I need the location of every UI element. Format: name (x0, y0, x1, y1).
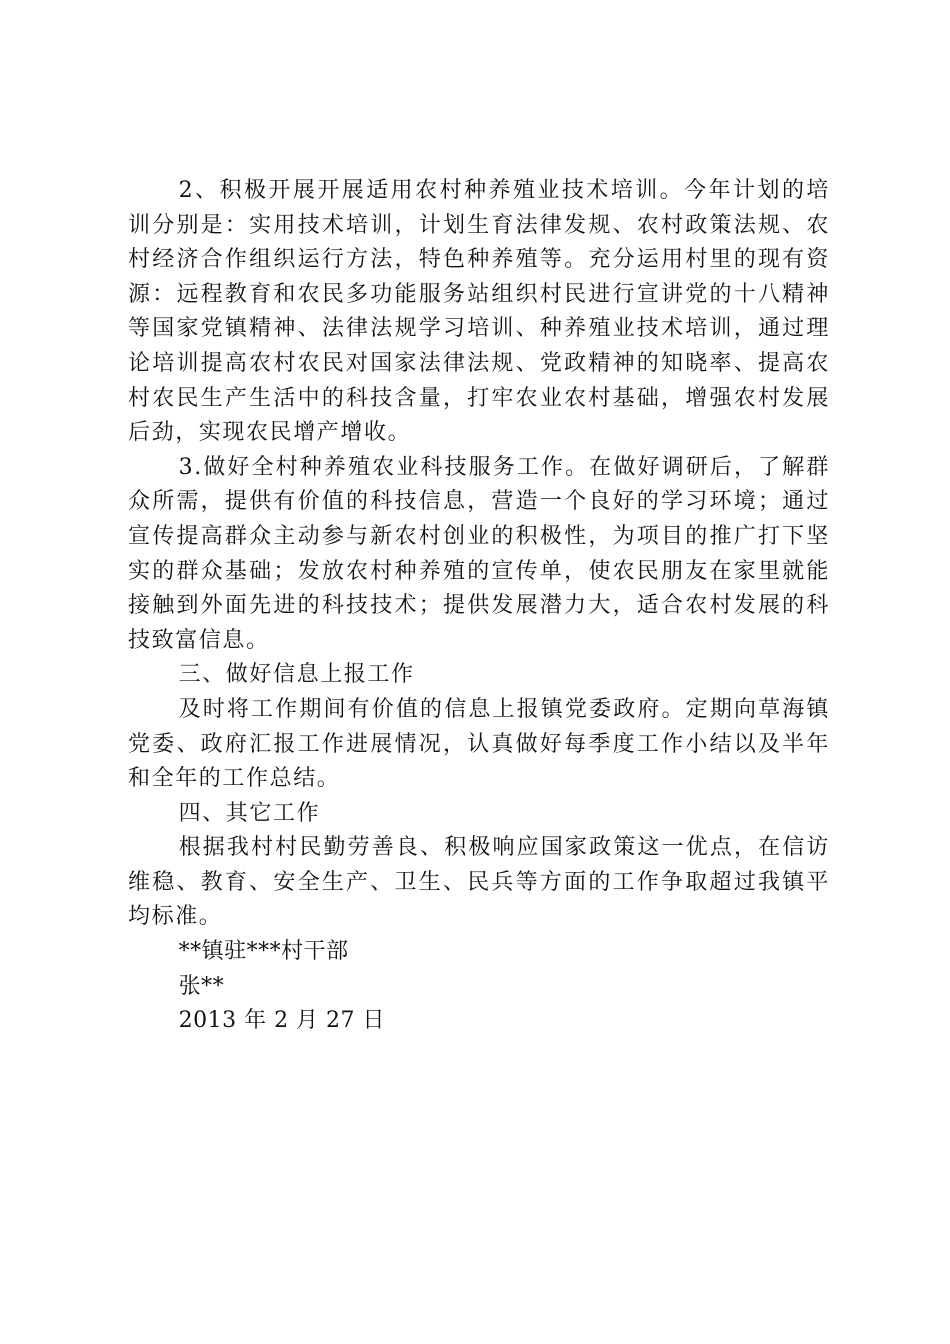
signature-org: **镇驻***村干部 (178, 939, 349, 965)
signature-date: 2013 年 2 月 27 日 (178, 1008, 386, 1034)
paragraph-other-work: 根据我村村民勤劳善良、积极响应国家政策这一优点，在信访维稳、教育、安全生产、卫生、民兵等方面的工作争取超过我镇平均标准。 (128, 835, 830, 930)
paragraph-tech-service: 3.做好全村种养殖农业科技服务工作。在做好调研后，了解群众所需，提供有价值的科技信息，营造一个良好的学习环境；通过宣传提高群众主动参与新农村创业的积极性，为项目的推广打下坚实的群众基础；发放农村种养殖的宣传单，使农民朋友在家里就能接触到外面先进的科技技术；提供发展潜力大，适合农村发展的科技致富信息。 (128, 454, 830, 653)
signature-name: 张** (178, 973, 225, 999)
section-heading-other-work: 四、其它工作 (178, 800, 321, 826)
document-body (128, 174, 830, 1039)
paragraph-info-report: 及时将工作期间有价值的信息上报镇党委政府。定期向草海镇党委、政府汇报工作进展情况，认真做好每季度工作小结以及半年和全年的工作总结。 (128, 696, 830, 792)
section-heading-info-report: 三、做好信息上报工作 (178, 662, 415, 688)
paragraph-training: 2、积极开展开展适用农村种养殖业技术培训。今年计划的培训分别是：实用技术培训，计划生育法律发规、农村政策法规、农村经济合作组织运行方法，特色种养殖等。充分运用村里的现有资源：远程教育和农民多功能服务站组织村民进行宣讲党的十八精神等国家党镇精神、法律法规学习培训、种养殖业技术培训，通过理论培训提高农村农民对国家法律法规、党政精神的知晓率、提高农村农民生产生活中的科技含量，打牢农业农村基础，增强农村发展后劲，实现农民增产增收。 (128, 178, 830, 446)
